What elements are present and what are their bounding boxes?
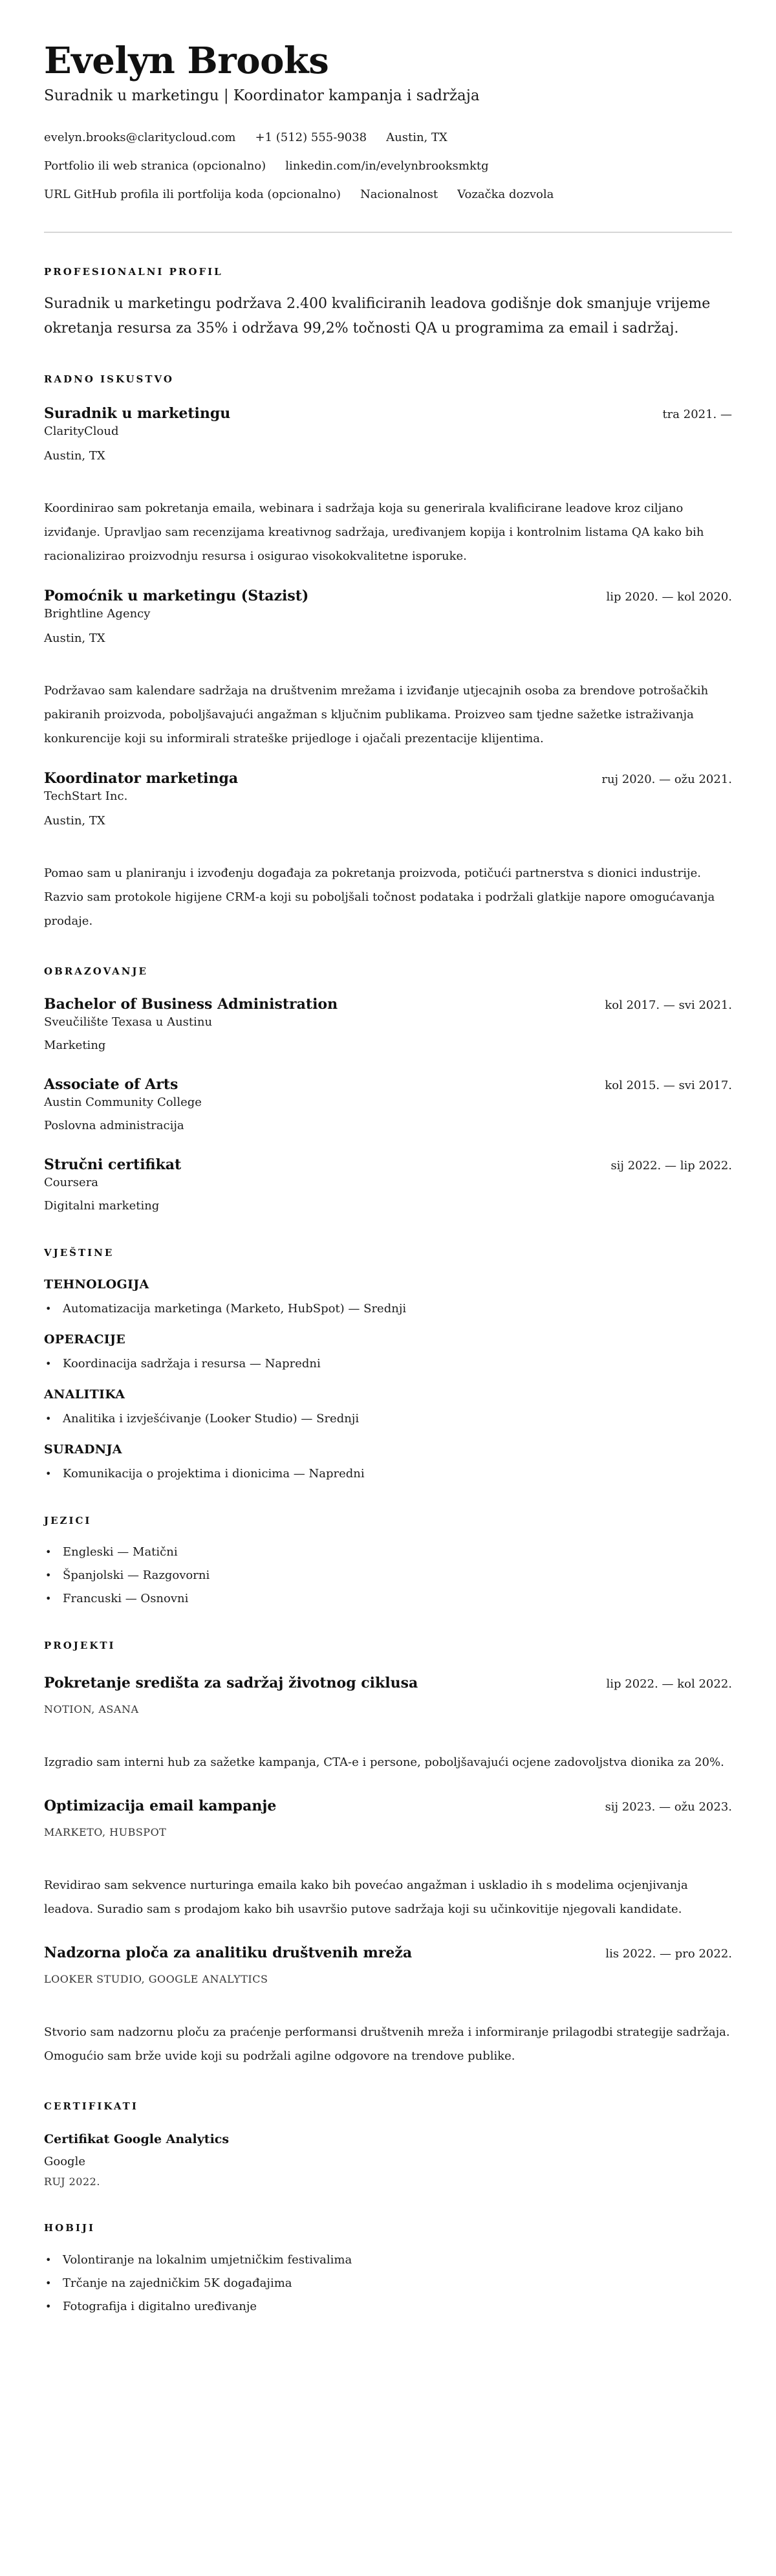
- language-item: • Francuski — Osnovni: [44, 1591, 732, 1607]
- school-name: Coursera: [44, 1176, 99, 1189]
- degree-dates: kol 2017. — svi 2021.: [605, 998, 732, 1012]
- bullet-icon: •: [45, 2300, 52, 2313]
- education-entry: [44, 1075, 732, 1134]
- section-projects: [44, 1638, 732, 2068]
- job-company: Brightline Agency: [44, 607, 151, 621]
- degree-dates: kol 2015. — svi 2017.: [605, 1079, 732, 1092]
- project-name: Pokretanje središta za sadržaj životnog ciklusa: [44, 1675, 418, 1691]
- bullet-icon: •: [45, 1546, 52, 1558]
- section-title-experience: RADNO ISKUSTVO: [44, 373, 174, 385]
- project-entry: [44, 1943, 732, 2068]
- section-title-skills: VJEŠTINE: [44, 1247, 114, 1259]
- job-location: Austin, TX: [44, 632, 105, 645]
- header-divider: [44, 232, 732, 233]
- bullet-icon: •: [45, 1569, 52, 1581]
- project-entry: [44, 1796, 732, 1921]
- skill-item: • Koordinacija sadržaja i resursa — Napredni: [44, 1356, 732, 1372]
- project-dates: lis 2022. — pro 2022.: [605, 1947, 732, 1961]
- skill-group: [44, 1386, 732, 1427]
- resume-header: [44, 38, 732, 203]
- section-certificates: [44, 2099, 732, 2190]
- job-location: Austin, TX: [44, 449, 105, 463]
- contact-portfolio[interactable]: Portfolio ili web stranica (opcionalno): [44, 159, 266, 173]
- section-languages: [44, 1514, 732, 1607]
- hobby-item: • Fotografija i digitalno uređivanje: [44, 2298, 732, 2315]
- skill-item: • Analitika i izvješćivanje (Looker Studio) — Srednji: [44, 1411, 732, 1427]
- section-title-certificates: CERTIFIKATI: [44, 2100, 138, 2112]
- field-of-study: Digitalni marketing: [44, 1199, 160, 1213]
- project-entry: [44, 1673, 732, 1774]
- skill-group-title: TEHNOLOGIJA: [44, 1277, 149, 1292]
- skill-group: [44, 1331, 732, 1372]
- section-title-education: OBRAZOVANJE: [44, 965, 148, 977]
- experience-entry: [44, 769, 732, 933]
- language-item: • Engleski — Matični: [44, 1544, 732, 1561]
- job-description: Koordinirao sam pokretanja emaila, webinara i sadržaja koja su generirala kvalificirane leadove kroz ciljano izviđanje. Upravljao sam recenzijama kreativnog sadržaja, uređivanjem kopija i kontrolnim listama QA kako bih racionalizirao proizvodnju resursa i osigurao visokokvalitetne isporuke.: [44, 501, 704, 563]
- hobby-item: • Trčanje na zajedničkim 5K događajima: [44, 2275, 732, 2292]
- contact-location: Austin, TX: [386, 131, 447, 144]
- project-tech: NOTION, ASANA: [44, 1703, 139, 1715]
- section-hobbies: [44, 2221, 732, 2315]
- school-name: Sveučilište Texasa u Austinu: [44, 1015, 213, 1029]
- bullet-icon: •: [45, 2254, 52, 2266]
- section-profile: [44, 265, 732, 341]
- job-title: Pomoćnik u marketingu (Stazist): [44, 588, 309, 604]
- contact-github[interactable]: URL GitHub profila ili portfolija koda (opcionalno): [44, 188, 341, 201]
- project-name: Optimizacija email kampanje: [44, 1798, 277, 1814]
- job-company: TechStart Inc.: [44, 789, 128, 803]
- section-title-profile: PROFESIONALNI PROFIL: [44, 266, 223, 278]
- job-dates: ruj 2020. — ožu 2021.: [601, 773, 732, 786]
- project-dates: sij 2023. — ožu 2023.: [605, 1800, 732, 1814]
- bullet-icon: •: [45, 1592, 52, 1605]
- contact-linkedin[interactable]: linkedin.com/in/evelynbrooksmktg: [285, 159, 489, 173]
- field-of-study: Poslovna administracija: [44, 1119, 184, 1132]
- degree-dates: sij 2022. — lip 2022.: [610, 1159, 732, 1172]
- education-entry: [44, 995, 732, 1054]
- section-education: [44, 964, 732, 1215]
- education-entry: [44, 1155, 732, 1215]
- candidate-headline: Suradnik u marketingu | Koordinator kampanja i sadržaja: [44, 87, 480, 104]
- bullet-icon: •: [45, 1413, 52, 1425]
- certificate-issuer: Google: [44, 2155, 85, 2168]
- skill-item: • Automatizacija marketinga (Marketo, HubSpot) — Srednji: [44, 1301, 732, 1317]
- section-skills: [44, 1246, 732, 1482]
- contact-nationality: Nacionalnost: [360, 188, 438, 201]
- job-title: Suradnik u marketingu: [44, 405, 231, 422]
- contact-row-primary: [44, 129, 732, 146]
- language-item: • Španjolski — Razgovorni: [44, 1567, 732, 1584]
- job-location: Austin, TX: [44, 814, 105, 828]
- project-tech: MARKETO, HUBSPOT: [44, 1826, 167, 1838]
- certificate-date: RUJ 2022.: [44, 2175, 100, 2188]
- bullet-icon: •: [45, 1358, 52, 1370]
- bullet-icon: •: [45, 2277, 52, 2289]
- degree-title: Bachelor of Business Administration: [44, 996, 338, 1013]
- skill-group: [44, 1441, 732, 1482]
- skill-group-title: SURADNJA: [44, 1442, 122, 1457]
- contact-row-extra: [44, 186, 732, 203]
- section-title-languages: JEZICI: [44, 1515, 92, 1526]
- school-name: Austin Community College: [44, 1095, 202, 1109]
- bullet-icon: •: [45, 1468, 52, 1480]
- job-description: Pomao sam u planiranju i izvođenju događaja za pokretanja proizvoda, potičući partnerstva s dionici industrije. Razvio sam protokole higijene CRM-a koji su poboljšali točnost podataka i podržali glatkije napore omogućavanja prodaje.: [44, 866, 715, 928]
- section-title-hobbies: HOBIJI: [44, 2222, 96, 2234]
- job-description: Podržavao sam kalendare sadržaja na društvenim mrežama i izviđanje utjecajnih osoba za brendove potrošačkih pakiranih proizvoda, poboljšavajući angažman s ključnim publikama. Proizveo sam tjedne sažetke istraživanja konkurencije koji su informirali strateške prijedloge i ojačali prezentacije klijentima.: [44, 684, 709, 745]
- project-name: Nadzorna ploča za analitiku društvenih mreža: [44, 1944, 413, 1961]
- job-dates: lip 2020. — kol 2020.: [606, 590, 732, 604]
- skill-item: • Komunikacija o projektima i dionicima — Napredni: [44, 1466, 732, 1482]
- contact-drivers-license: Vozačka dozvola: [457, 188, 554, 201]
- job-title: Koordinator marketinga: [44, 770, 239, 787]
- project-description: Izgradio sam interni hub za sažetke kampanja, CTA-e i persone, poboljšavajući ocjene zadovoljstva dionika za 20%.: [44, 1756, 724, 1769]
- skill-group: [44, 1276, 732, 1317]
- experience-entry: [44, 586, 732, 751]
- job-company: ClarityCloud: [44, 424, 119, 438]
- skill-group-title: ANALITIKA: [44, 1387, 125, 1402]
- profile-summary: Suradnik u marketingu podržava 2.400 kvalificiranih leadova godišnje dok smanjuje vrijeme okretanja resursa za 35% i održava 99,2% točnosti QA u programima za email i sadržaj.: [44, 296, 711, 336]
- bullet-icon: •: [45, 1303, 52, 1315]
- project-tech: LOOKER STUDIO, GOOGLE ANALYTICS: [44, 1973, 268, 1985]
- hobby-item: • Volontiranje na lokalnim umjetničkim festivalima: [44, 2252, 732, 2269]
- project-description: Stvorio sam nadzornu ploču za praćenje performansi društvenih mreža i informiranje prilagodbi strategije sadržaja. Omogućio sam brže uvide koji su podržali agilne odgovore na trendove publike.: [44, 2025, 730, 2063]
- candidate-name: Evelyn Brooks: [44, 39, 329, 82]
- section-title-projects: PROJEKTI: [44, 1640, 116, 1651]
- project-dates: lip 2022. — kol 2022.: [606, 1677, 732, 1691]
- field-of-study: Marketing: [44, 1039, 106, 1052]
- job-dates: tra 2021. —: [662, 408, 732, 421]
- section-experience: [44, 372, 732, 933]
- contact-phone[interactable]: +1 (512) 555-9038: [255, 131, 367, 144]
- certificate-name: Certifikat Google Analytics: [44, 2132, 230, 2146]
- experience-entry: [44, 404, 732, 568]
- degree-title: Stručni certifikat: [44, 1156, 182, 1173]
- degree-title: Associate of Arts: [44, 1076, 178, 1093]
- project-description: Revidirao sam sekvence nurturinga emaila kako bih povećao angažman i uskladio ih s modelima ocjenjivanja leadova. Suradio sam s prodajom kako bih usavršio putove sadržaja koji su učinkovitije njegovali kandidate.: [44, 1878, 688, 1916]
- contact-email[interactable]: evelyn.brooks@claritycloud.com: [44, 131, 236, 144]
- contact-row-links: [44, 158, 732, 175]
- skill-group-title: OPERACIJE: [44, 1332, 126, 1347]
- certificate-entry: [44, 2130, 732, 2190]
